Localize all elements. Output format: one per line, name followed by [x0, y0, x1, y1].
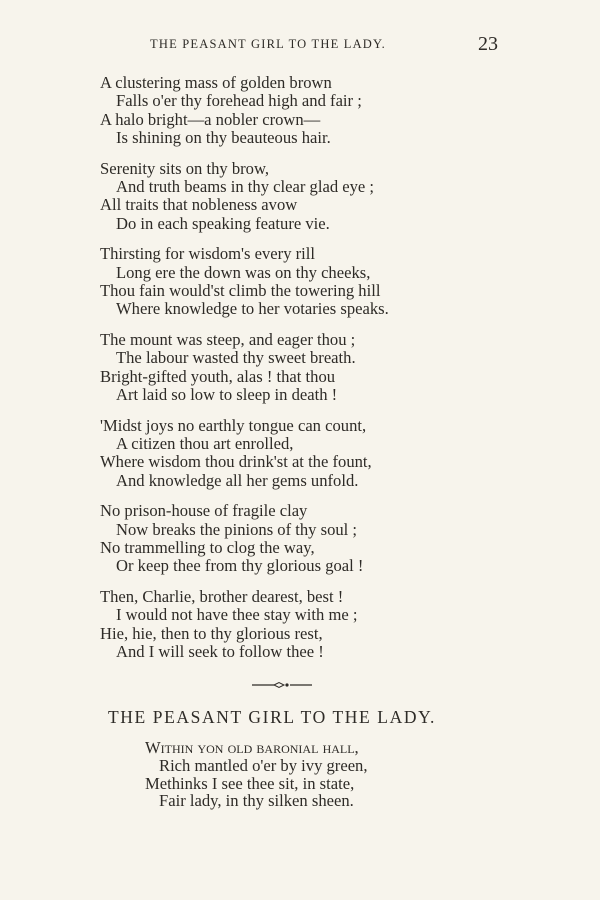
poem-line: Where wisdom thou drink'st at the fount,: [100, 452, 372, 472]
poem-line: Falls o'er thy forehead high and fair ;: [116, 91, 362, 111]
poem-line: No prison-house of fragile clay: [100, 501, 308, 521]
poem-line: A halo bright—a nobler crown—: [100, 109, 321, 129]
poem-line: Art laid so low to sleep in death !: [116, 384, 338, 404]
poem-line: Thou fain would'st climb the towering hill: [100, 280, 381, 300]
poem-body: [100, 74, 560, 674]
page-number: 23: [478, 33, 498, 55]
running-head: THE PEASANT GIRL TO THE LADY.: [150, 37, 386, 51]
stanza: [100, 160, 560, 233]
stanza: [100, 74, 560, 147]
poem-line: Fair lady, in thy silken sheen.: [159, 791, 354, 811]
poem-line: Do in each speaking feature vie.: [116, 213, 330, 233]
poem-title: THE PEASANT GIRL TO THE LADY.: [108, 707, 437, 727]
poem-line: I would not have thee stay with me ;: [116, 605, 358, 625]
poem-line: Now breaks the pinions of thy soul ;: [116, 519, 358, 539]
poem-line: Within yon old baronial hall,: [145, 738, 359, 757]
poem-line: Hie, hie, then to thy glorious rest,: [100, 623, 323, 643]
stanza: [100, 588, 560, 661]
poem-line: And I will seek to follow thee !: [116, 642, 324, 662]
stanza: [100, 245, 560, 318]
poem-line: Long ere the down was on thy cheeks,: [116, 262, 371, 282]
stanza: [100, 331, 560, 404]
poem-line: Bright-gifted youth, alas ! that thou: [100, 366, 336, 386]
poem-line: A clustering mass of golden brown: [100, 73, 332, 92]
poem-line: Or keep thee from thy glorious goal !: [116, 556, 364, 576]
next-poem-body: [145, 739, 368, 810]
poem-line: The mount was steep, and eager thou ;: [100, 330, 356, 350]
poem-line: A citizen thou art enrolled,: [116, 434, 294, 454]
poem-line: Methinks I see thee sit, in state,: [145, 773, 355, 793]
poem-line: All traits that nobleness avow: [100, 195, 298, 215]
poem-line: Rich mantled o'er by ivy green,: [159, 755, 368, 775]
poem-line: Is shining on thy beauteous hair.: [116, 127, 331, 147]
stanza: [100, 502, 560, 575]
stanza: [100, 417, 560, 490]
section-divider-ornament: [250, 680, 314, 690]
poem-line: And truth beams in thy clear glad eye ;: [116, 176, 375, 196]
poem-line: Then, Charlie, brother dearest, best !: [100, 587, 344, 607]
poem-line: 'Midst joys no earthly tongue can count,: [100, 415, 367, 435]
poem-line: Where knowledge to her votaries speaks.: [116, 299, 389, 319]
poem-line: Thirsting for wisdom's every rill: [100, 244, 315, 264]
poem-line: And knowledge all her gems unfold.: [116, 470, 359, 490]
poem-line: The labour wasted thy sweet breath.: [116, 348, 356, 368]
poem-line: No trammelling to clog the way,: [100, 538, 315, 558]
poem-line: Serenity sits on thy brow,: [100, 158, 269, 178]
